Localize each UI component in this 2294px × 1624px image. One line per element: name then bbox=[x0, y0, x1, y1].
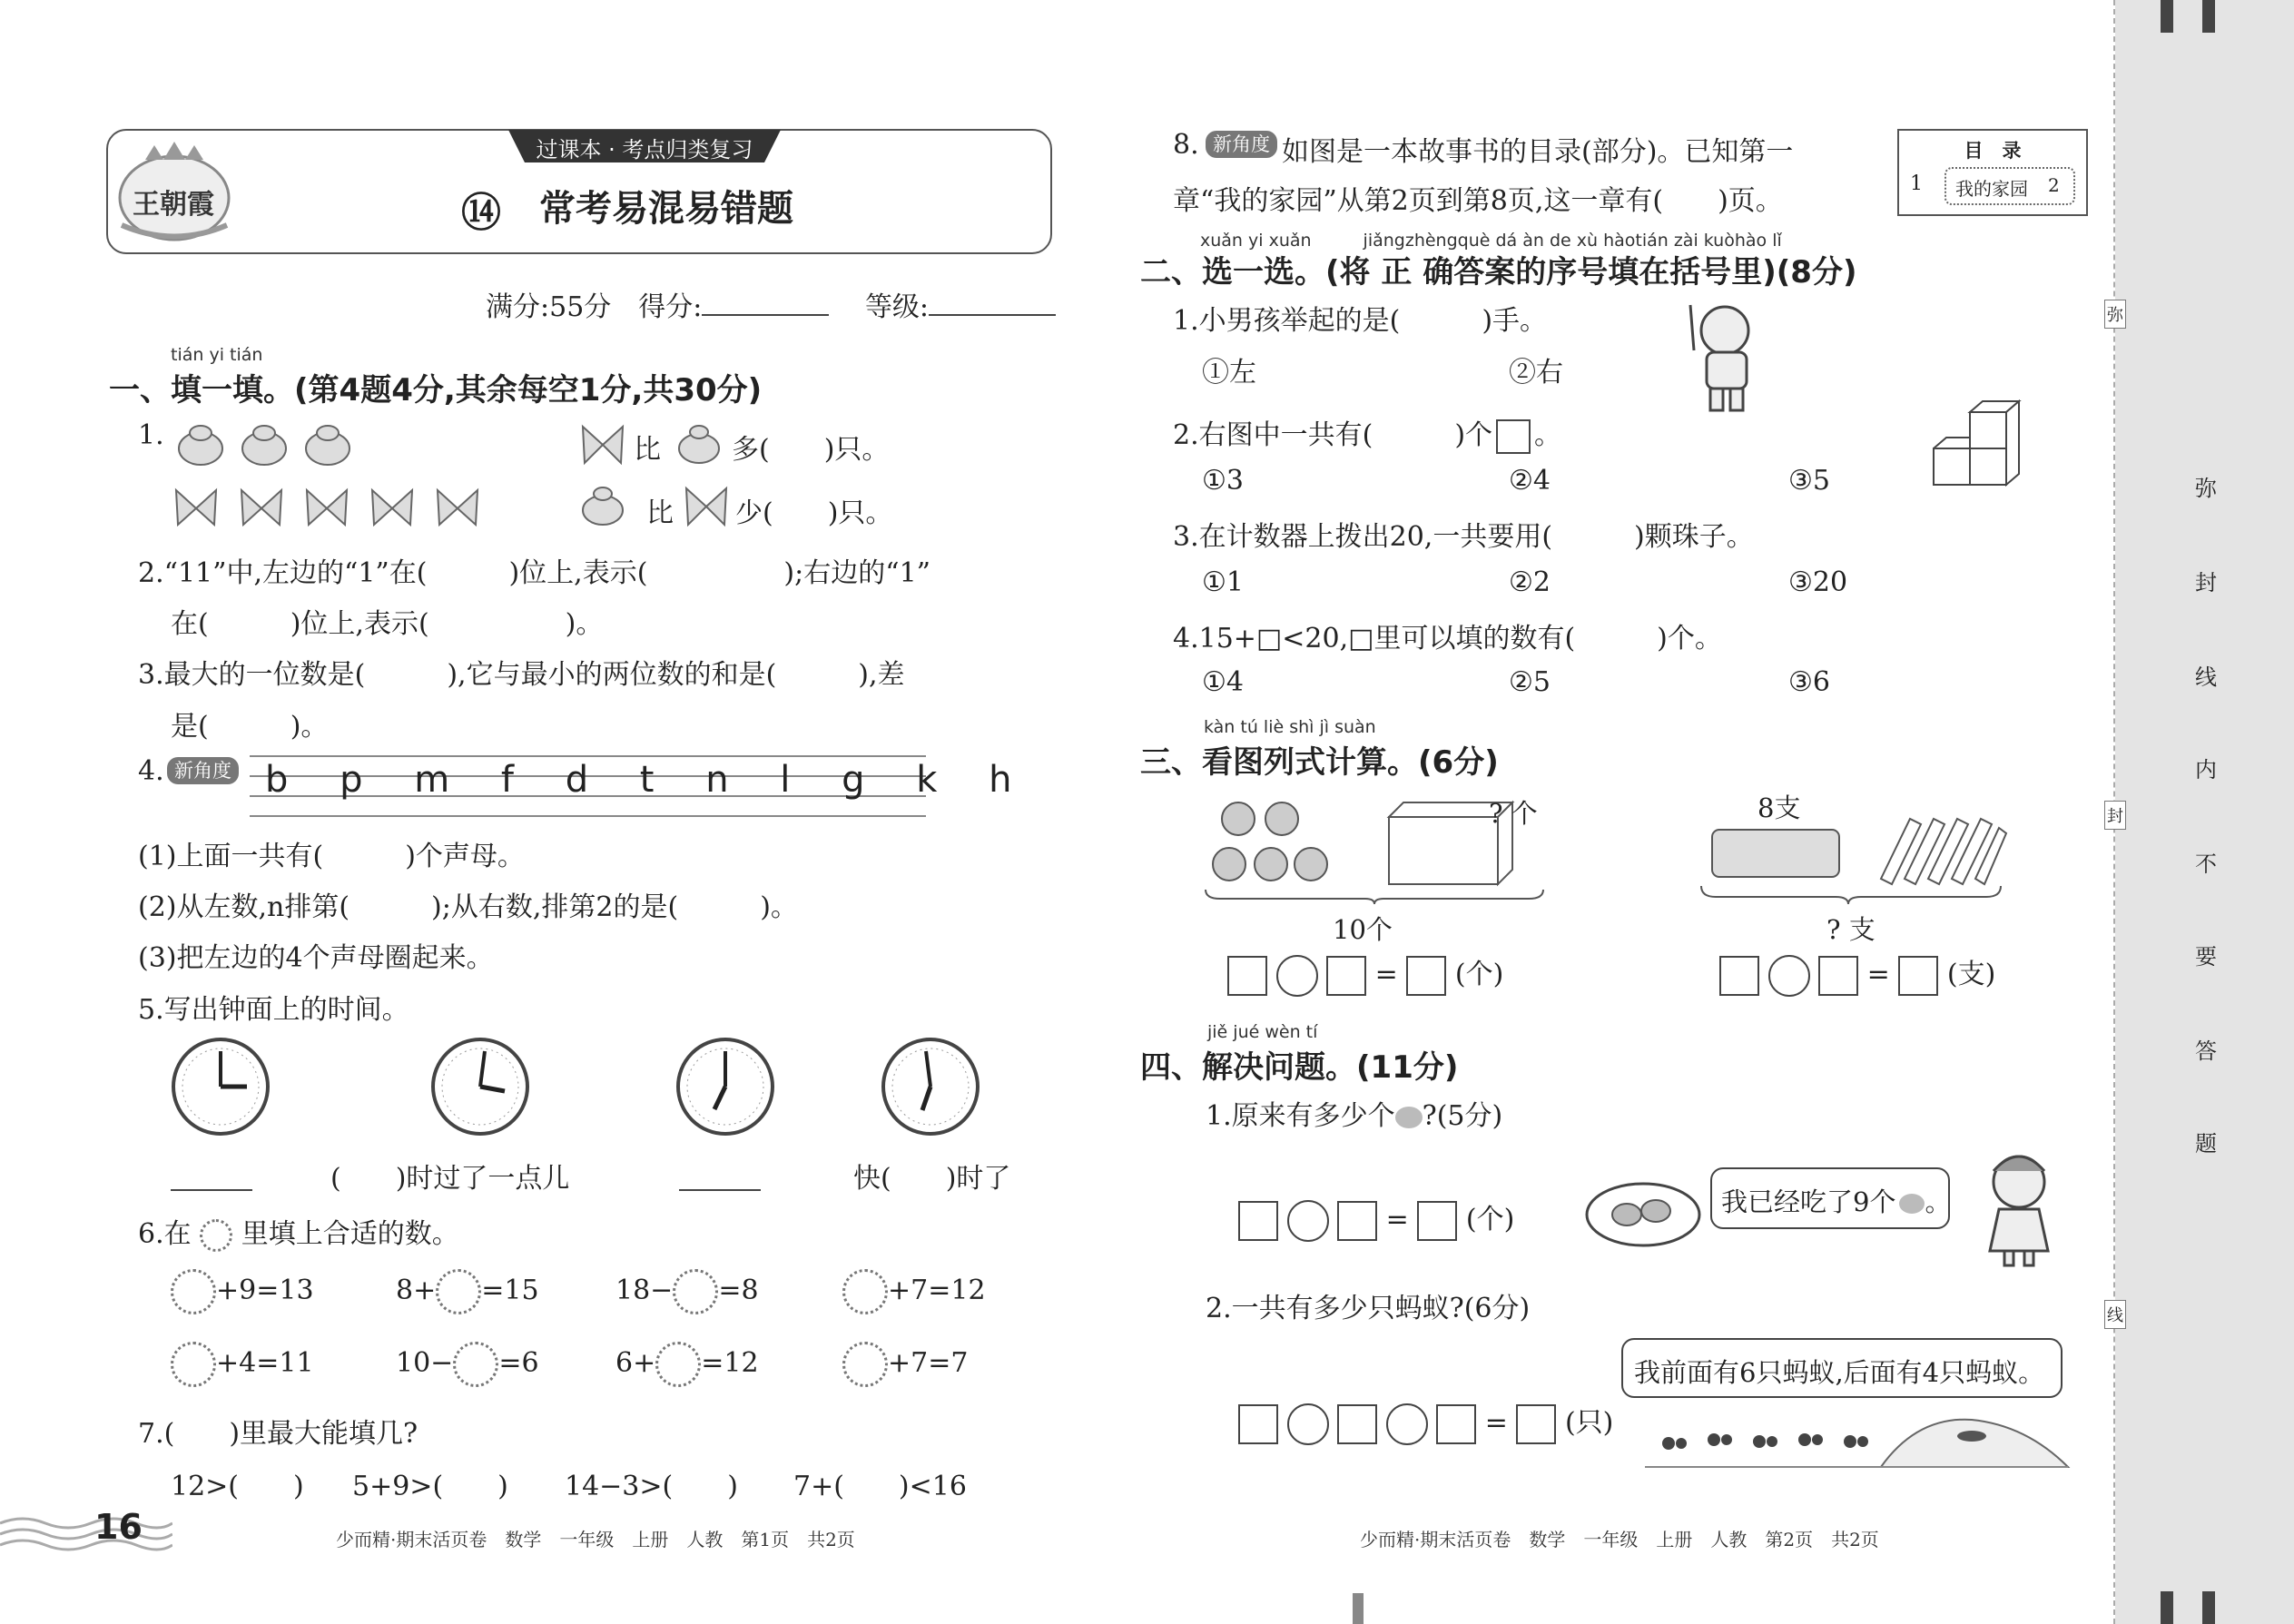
q8-line2: 章“我的家园”从第2页到第8页,这一章有( )页。 bbox=[1173, 185, 1783, 217]
bubble-text: 我已经吃了9个 bbox=[1721, 1186, 1896, 1217]
pencil-case-and-pencils bbox=[1699, 802, 2008, 908]
q7-item: 14−3>( ) bbox=[565, 1471, 738, 1502]
q6-eq: 8+ bbox=[396, 1275, 437, 1306]
operator-circle[interactable] bbox=[1386, 1403, 1428, 1445]
butterfly-icon bbox=[577, 419, 628, 474]
q6-eq: +9=13 bbox=[216, 1275, 314, 1306]
plate-of-strawberries bbox=[1583, 1180, 1703, 1253]
q4-sub1: (1)上面一共有( )个声母。 bbox=[138, 841, 525, 872]
s2-q3: 3.在计数器上拨出20,一共要用( )颗珠子。 bbox=[1173, 521, 1754, 553]
q1b-compare: 比 bbox=[646, 497, 674, 529]
s1-pinyin: tián yi tián bbox=[171, 345, 263, 365]
answer-box[interactable] bbox=[1898, 956, 1938, 996]
q6-eq: 10− bbox=[396, 1347, 454, 1379]
q7-text: 7.( )里最大能填几? bbox=[138, 1418, 418, 1450]
q4-badge: 新角度 bbox=[167, 757, 239, 784]
clock-3 bbox=[674, 1035, 777, 1142]
binding-strip bbox=[2115, 0, 2294, 1624]
s4-q1-text: 1.原来有多少个 bbox=[1206, 1100, 1395, 1132]
flower-blank[interactable] bbox=[655, 1342, 701, 1387]
strip-mark: 弥 bbox=[2104, 300, 2126, 329]
page-number: 16 bbox=[94, 1507, 143, 1547]
s2-q1: 1.小男孩举起的是( )手。 bbox=[1173, 305, 1548, 337]
q8-number: 8. bbox=[1173, 129, 1199, 161]
s4-q2-equation: = (只) bbox=[1238, 1400, 1613, 1445]
q3-line1: 3.最大的一位数是( ),它与最小的两位数的和是( ),差 bbox=[138, 659, 905, 691]
unit: (支) bbox=[1946, 959, 1996, 990]
q6-eq: =12 bbox=[701, 1347, 759, 1379]
answer-box[interactable] bbox=[1436, 1404, 1476, 1444]
binder-tab bbox=[2161, 1591, 2173, 1624]
toc-page: 2 bbox=[2048, 174, 2060, 196]
answer-box[interactable] bbox=[1818, 956, 1858, 996]
initials-letters: b p m f d t n l g k h bbox=[265, 759, 1032, 801]
strip-label: 封 bbox=[2195, 570, 2217, 595]
s2-q2 bbox=[1173, 412, 1561, 454]
wave-decoration bbox=[0, 1511, 172, 1560]
footer-left: 少而精·期末活页卷 数学 一年级 上册 人教 第1页 共2页 bbox=[336, 1529, 855, 1550]
flower-blank[interactable] bbox=[171, 1269, 216, 1314]
s2-q4-opt: ③6 bbox=[1788, 666, 1830, 698]
toc-number: 1 bbox=[1910, 172, 1923, 195]
s3-left-question: ? 个 bbox=[1489, 798, 1538, 829]
q7-item: 7+( )<16 bbox=[793, 1471, 967, 1502]
toc-name: 我的家园 bbox=[1955, 178, 2028, 200]
bee-icon bbox=[674, 419, 724, 474]
clock-4 bbox=[879, 1035, 982, 1142]
butterfly-icon bbox=[681, 481, 732, 536]
q8-line1: 如图是一本故事书的目录(部分)。已知第一 bbox=[1282, 136, 1794, 168]
q6-eq: +7=12 bbox=[888, 1275, 986, 1306]
flower-blank[interactable] bbox=[453, 1342, 498, 1387]
logo-text: 王朝霞 bbox=[133, 189, 214, 221]
flower-blank[interactable] bbox=[171, 1342, 216, 1387]
center-mark bbox=[1353, 1593, 1364, 1624]
cube-icon bbox=[1496, 419, 1531, 454]
q1a-end: 多( )只。 bbox=[732, 434, 890, 466]
answer-box[interactable] bbox=[1406, 956, 1446, 996]
s3-right-equation: = (支) bbox=[1719, 951, 1995, 997]
s3-right-question: ? 支 bbox=[1826, 914, 1876, 945]
s4-q1-equation: = (个) bbox=[1238, 1196, 1514, 1242]
unit: (个) bbox=[1465, 1204, 1515, 1235]
q6-eq: =8 bbox=[718, 1275, 759, 1306]
s3-title: 三、看图列式计算。(6分) bbox=[1140, 744, 1499, 781]
ants-and-anthill bbox=[1645, 1407, 2072, 1476]
s2-q1-opt: ①左 bbox=[1202, 357, 1256, 389]
q6-eq: +4=11 bbox=[216, 1347, 314, 1379]
binder-tab bbox=[2202, 1591, 2215, 1624]
strip-label: 不 bbox=[2195, 851, 2217, 877]
q1-number: 1. bbox=[138, 419, 164, 451]
strip-label: 线 bbox=[2195, 664, 2217, 690]
answer-box[interactable] bbox=[1417, 1201, 1457, 1241]
operator-circle[interactable] bbox=[1276, 955, 1318, 997]
answer-box[interactable] bbox=[1719, 956, 1759, 996]
answer-box[interactable] bbox=[1337, 1201, 1377, 1241]
s4-q1 bbox=[1206, 1093, 1502, 1133]
operator-circle[interactable] bbox=[1287, 1403, 1329, 1445]
flower-blank[interactable] bbox=[436, 1269, 481, 1314]
girl-character bbox=[1970, 1146, 2061, 1271]
strip-mark: 封 bbox=[2104, 801, 2126, 830]
q7-item: 5+9>( ) bbox=[352, 1471, 508, 1502]
strip-label: 内 bbox=[2195, 757, 2217, 782]
page-title: 常考易混易错题 bbox=[539, 188, 793, 230]
s4-q2: 2.一共有多少只蚂蚁?(6分) bbox=[1206, 1293, 1531, 1324]
s3-right-top: 8支 bbox=[1757, 792, 1801, 823]
q4-sub3: (3)把左边的4个声母圈起来。 bbox=[138, 942, 494, 974]
s2-q2-opt: ②4 bbox=[1509, 465, 1551, 497]
s4-title: 四、解决问题。(11分) bbox=[1140, 1049, 1459, 1086]
grade-label: 等级: bbox=[864, 291, 930, 323]
s2-title: 二、选一选。(将 正 确答案的序号填在括号里)(8分) bbox=[1140, 254, 1857, 290]
flower-blank[interactable] bbox=[842, 1269, 888, 1314]
bee-group-icon bbox=[169, 419, 369, 477]
q6-eq: +7=7 bbox=[888, 1347, 969, 1379]
flower-icon bbox=[200, 1219, 232, 1252]
s2-q4: 4.15+□<20,□里可以填的数有( )个。 bbox=[1173, 623, 1722, 655]
clock-1 bbox=[169, 1035, 272, 1142]
s2-q3-opt: ③20 bbox=[1788, 566, 1848, 598]
q2-line2: 在( )位上,表示( )。 bbox=[171, 608, 604, 640]
answer-box[interactable] bbox=[1238, 1404, 1278, 1444]
butterfly-group-icon bbox=[169, 481, 487, 539]
strip-mark: 线 bbox=[2104, 1300, 2126, 1329]
s2-q4-opt: ②5 bbox=[1509, 666, 1551, 698]
strip-label: 弥 bbox=[2195, 476, 2217, 501]
toc-entry bbox=[1944, 167, 2075, 205]
s2-q1-opt: ②右 bbox=[1509, 357, 1563, 389]
clock-4-answer: 快( )时了 bbox=[853, 1163, 1011, 1195]
speech-bubble-2-text: 我前面有6只蚂蚁,后面有4只蚂蚁。 bbox=[1634, 1357, 2045, 1388]
toc-box bbox=[1897, 129, 2088, 216]
s2-q3-opt: ②2 bbox=[1509, 566, 1551, 598]
s2-q2-opt: ③5 bbox=[1788, 465, 1830, 497]
s2-pinyin: xuǎn yi xuǎn jiǎngzhèngquè dá àn de xù hàotián zài kuòhào lǐ bbox=[1200, 231, 1782, 251]
s3-pinyin: kàn tú liè shì jì suàn bbox=[1204, 717, 1376, 737]
footer-right: 少而精·期末活页卷 数学 一年级 上册 人教 第2页 共2页 bbox=[1360, 1529, 1879, 1550]
clock-1-answer-blank[interactable] bbox=[171, 1158, 252, 1191]
flower-blank[interactable] bbox=[842, 1342, 888, 1387]
boy-raising-hand bbox=[1672, 296, 1772, 418]
answer-box[interactable] bbox=[1227, 956, 1267, 996]
s1-title: 一、填一填。(第4题4分,其余每空1分,共30分) bbox=[109, 372, 763, 408]
answer-box[interactable] bbox=[1326, 956, 1366, 996]
q6-eq: =6 bbox=[498, 1347, 539, 1379]
q6-eq: 6+ bbox=[615, 1347, 656, 1379]
speech-bubble-1-text: 我已经吃了9个 。 bbox=[1721, 1186, 1952, 1217]
strawberry-icon bbox=[1899, 1194, 1925, 1214]
q6-eq: =15 bbox=[481, 1275, 539, 1306]
s4-pinyin: jiě jué wèn tí bbox=[1207, 1022, 1318, 1042]
answer-box[interactable] bbox=[1516, 1404, 1556, 1444]
q6-suffix: 里填上合适的数。 bbox=[241, 1218, 459, 1250]
s2-q4-opt: ①4 bbox=[1202, 666, 1244, 698]
q2-line1: 2.“11”中,左边的“1”在( )位上,表示( );右边的“1” bbox=[138, 557, 930, 589]
banner-text: 过课本 · 考点归类复习 bbox=[536, 137, 753, 162]
q1b-end: 少( )只。 bbox=[735, 497, 893, 529]
clock-3-answer-blank[interactable] bbox=[679, 1158, 761, 1191]
strip-label: 题 bbox=[2195, 1131, 2217, 1156]
strip-label: 要 bbox=[2195, 944, 2217, 969]
unit: (个) bbox=[1454, 959, 1504, 990]
unit: (只) bbox=[1564, 1407, 1614, 1439]
toc-title: 目 录 bbox=[1964, 140, 2022, 162]
q6-eq: 18− bbox=[615, 1275, 674, 1306]
strawberry-icon bbox=[1395, 1107, 1423, 1128]
operator-circle[interactable] bbox=[1768, 955, 1810, 997]
s2-q2-end: 。 bbox=[1534, 419, 1562, 451]
s2-q2-opt: ①3 bbox=[1202, 465, 1244, 497]
q8-badge: 新角度 bbox=[1206, 131, 1277, 158]
binder-tab bbox=[2202, 0, 2215, 33]
q7-item: 12>( ) bbox=[171, 1471, 304, 1502]
lesson-number: ⑭ bbox=[461, 190, 501, 236]
s2-q2-text: 2.右图中一共有( )个 bbox=[1173, 419, 1493, 451]
q5-text: 5.写出钟面上的时间。 bbox=[138, 994, 409, 1026]
q3-line2: 是( )。 bbox=[171, 711, 329, 743]
s4-q1-end: ?(5分) bbox=[1422, 1100, 1503, 1132]
binder-tab bbox=[2161, 0, 2173, 33]
flower-blank[interactable] bbox=[673, 1269, 718, 1314]
s3-left-equation: = (个) bbox=[1227, 951, 1503, 997]
s3-left-total: 10个 bbox=[1333, 914, 1393, 945]
cube-stack bbox=[1926, 396, 2026, 494]
q4-sub2: (2)从左数,n排第( );从右数,排第2的是( )。 bbox=[138, 891, 798, 923]
s2-q3-opt: ①1 bbox=[1202, 566, 1244, 598]
logo bbox=[111, 134, 238, 245]
q4-number: 4. bbox=[138, 755, 164, 787]
q6-text bbox=[138, 1211, 459, 1252]
answer-box[interactable] bbox=[1337, 1404, 1377, 1444]
bee-icon bbox=[577, 481, 628, 536]
q6-prefix: 6.在 bbox=[138, 1218, 192, 1250]
answer-box[interactable] bbox=[1238, 1201, 1278, 1241]
q1a-compare: 比 bbox=[634, 434, 661, 466]
score-line bbox=[486, 284, 1056, 324]
clock-2-answer: ( )时过了一点儿 bbox=[330, 1163, 570, 1195]
clock-2 bbox=[428, 1035, 532, 1142]
operator-circle[interactable] bbox=[1287, 1200, 1329, 1242]
strip-label: 答 bbox=[2195, 1038, 2217, 1064]
score-label: 满分:55分 得分: bbox=[486, 291, 703, 323]
